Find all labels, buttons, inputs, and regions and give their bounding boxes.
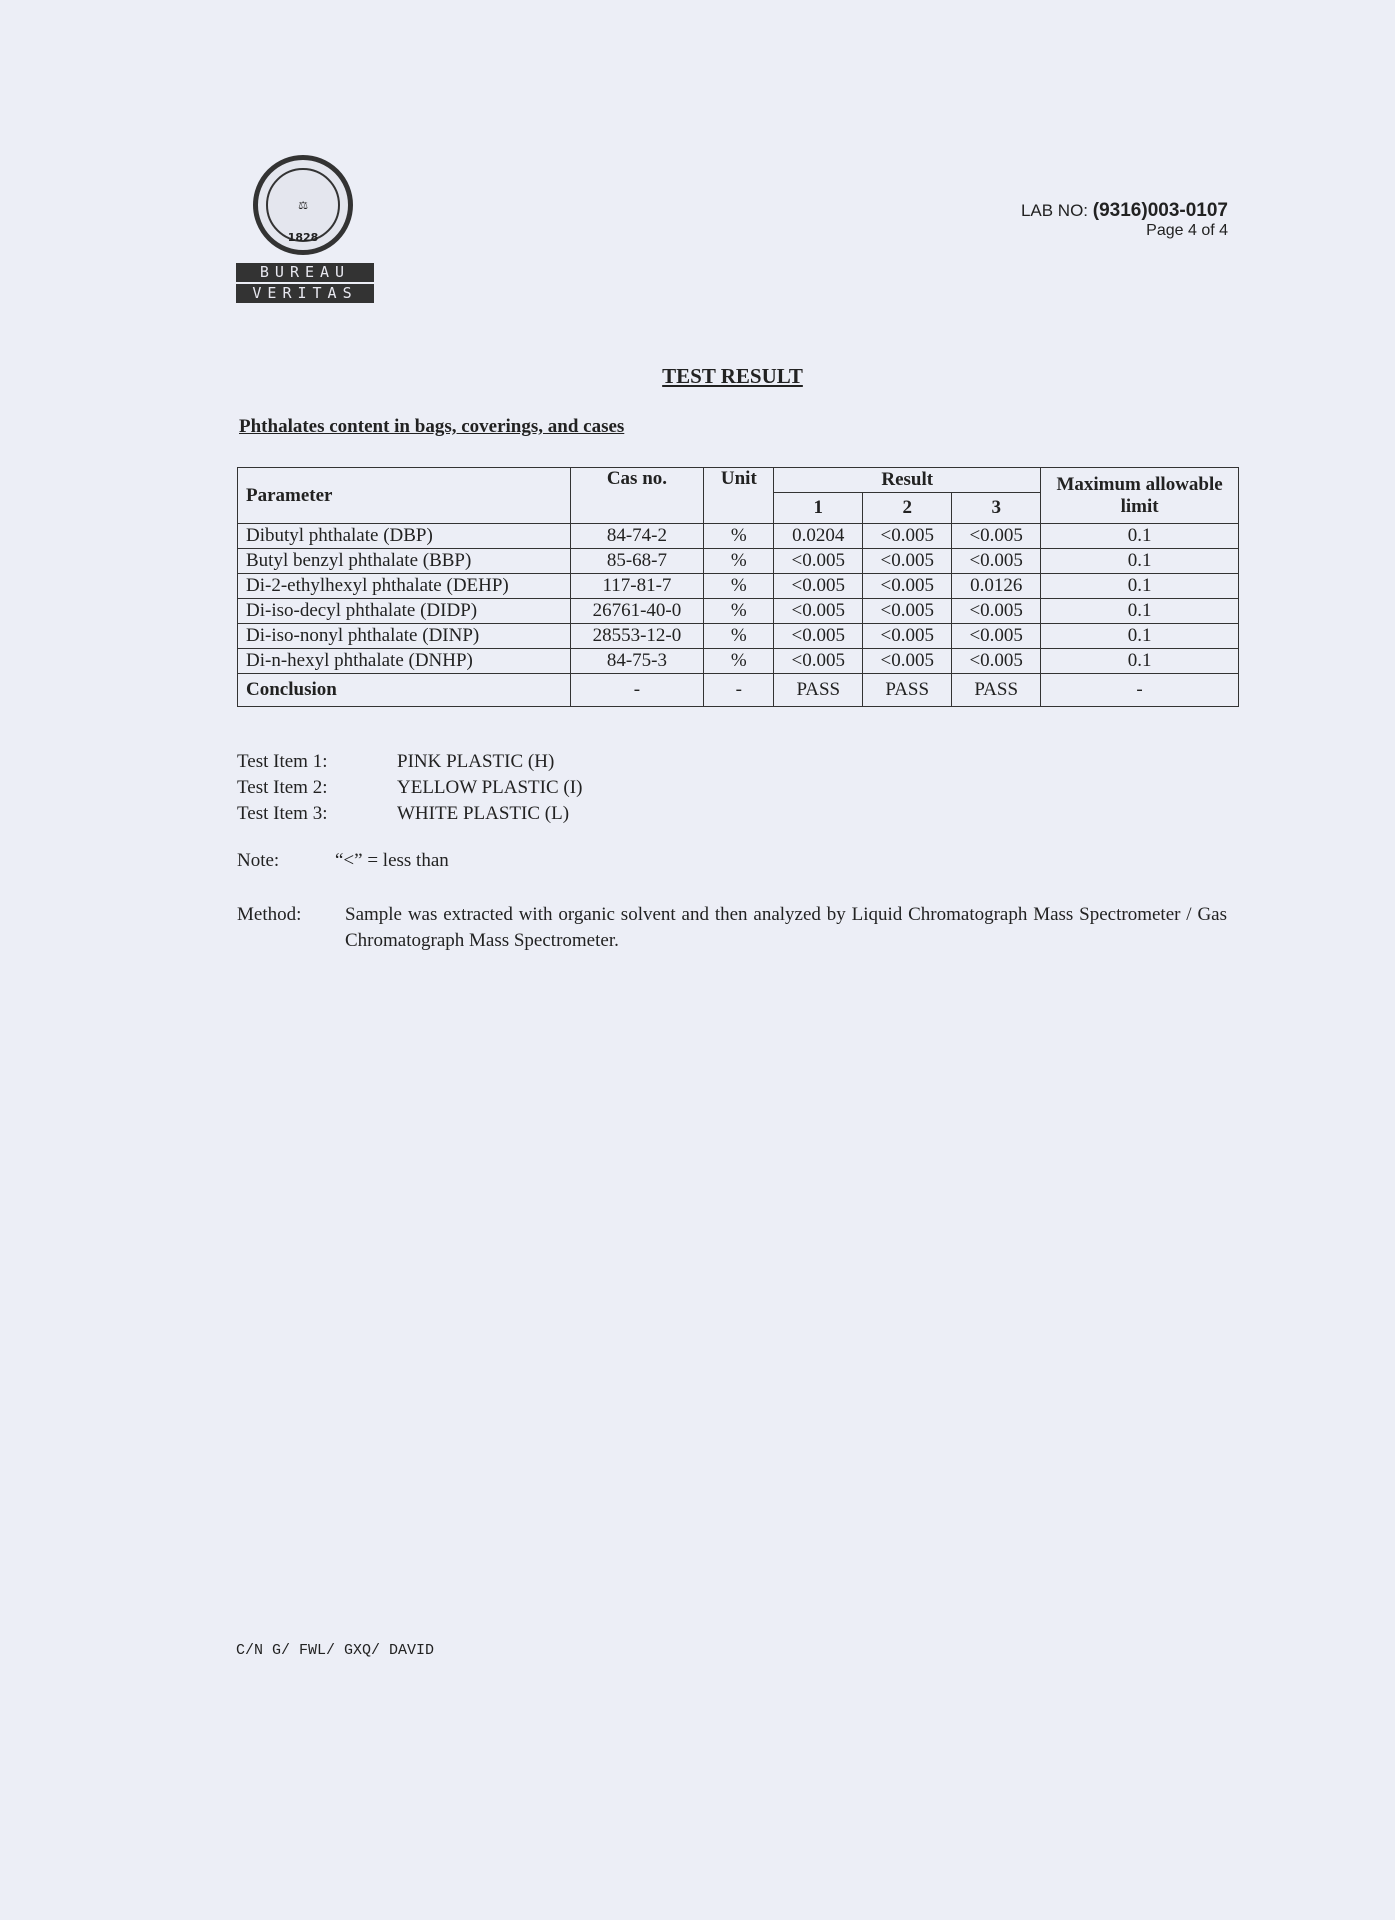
- cell-max: 0.1: [1041, 574, 1239, 599]
- cell-r3: <0.005: [952, 549, 1041, 574]
- table-row: [238, 574, 1239, 599]
- table-row: [238, 624, 1239, 649]
- note-label: Note:: [237, 850, 280, 871]
- cell-cas: 84-75-3: [570, 649, 704, 674]
- cell-r2: <0.005: [863, 549, 952, 574]
- test-item-value: PINK PLASTIC (H): [397, 751, 555, 772]
- cell-max: 0.1: [1041, 524, 1239, 549]
- header-cas: Cas no.: [570, 468, 704, 524]
- method: [237, 902, 1227, 954]
- table-row: [238, 524, 1239, 549]
- test-item: [237, 801, 582, 827]
- cell-r2: <0.005: [863, 574, 952, 599]
- cell-cas: 84-74-2: [570, 524, 704, 549]
- cell-r1: <0.005: [774, 549, 863, 574]
- test-item-label: Test Item 3:: [237, 803, 328, 824]
- header-max-limit: Maximum allowable limit: [1041, 468, 1239, 524]
- cell-r1: <0.005: [774, 624, 863, 649]
- cell-max: 0.1: [1041, 549, 1239, 574]
- cell-unit: %: [704, 524, 774, 549]
- conclusion-unit: -: [704, 674, 774, 707]
- cell-unit: %: [704, 599, 774, 624]
- brand-line-2: VERITAS: [236, 284, 374, 303]
- lab-no-label: LAB NO:: [1020, 201, 1089, 220]
- conclusion-row: [238, 674, 1239, 707]
- test-item-label: Test Item 2:: [237, 777, 328, 798]
- conclusion-label: Conclusion: [238, 674, 571, 707]
- cell-r1: <0.005: [774, 574, 863, 599]
- cell-parameter: Dibutyl phthalate (DBP): [238, 524, 571, 549]
- cell-unit: %: [704, 574, 774, 599]
- page-title: TEST RESULT: [662, 364, 803, 388]
- cell-max: 0.1: [1041, 599, 1239, 624]
- conclusion-max: -: [1041, 674, 1239, 707]
- table-row: [238, 599, 1239, 624]
- footer-code: C/N G/ FWL/ GXQ/ DAVID: [236, 1642, 435, 1659]
- cell-r1: 0.0204: [774, 524, 863, 549]
- cell-cas: 85-68-7: [570, 549, 704, 574]
- lab-no-value: (9316)003-0107: [1092, 200, 1228, 221]
- seal-year: 1828: [287, 231, 319, 244]
- section-subtitle: Phthalates content in bags, coverings, and cases: [239, 416, 625, 437]
- note-text: “<” = less than: [335, 850, 449, 871]
- conclusion-result-3: PASS: [952, 674, 1041, 707]
- header-result-2: 2: [863, 493, 952, 524]
- cell-r2: <0.005: [863, 624, 952, 649]
- cell-parameter: Di-2-ethylhexyl phthalate (DEHP): [238, 574, 571, 599]
- cell-parameter: Di-n-hexyl phthalate (DNHP): [238, 649, 571, 674]
- method-label: Method:: [237, 904, 302, 925]
- table-row: [238, 649, 1239, 674]
- cell-r3: <0.005: [952, 624, 1041, 649]
- header-parameter: Parameter: [238, 468, 571, 524]
- header-unit: Unit: [704, 468, 774, 524]
- bureau-veritas-logo: [236, 155, 374, 303]
- conclusion-result-1: PASS: [774, 674, 863, 707]
- seal-emblem: [253, 155, 353, 255]
- cell-r1: <0.005: [774, 649, 863, 674]
- test-item-value: YELLOW PLASTIC (I): [397, 777, 583, 798]
- header-result: Result: [774, 468, 1041, 493]
- results-table: [237, 467, 1239, 707]
- cell-r3: <0.005: [952, 599, 1041, 624]
- cell-r2: <0.005: [863, 524, 952, 549]
- cell-r3: <0.005: [952, 649, 1041, 674]
- cell-r3: 0.0126: [952, 574, 1041, 599]
- test-items-list: [237, 749, 582, 827]
- cell-r3: <0.005: [952, 524, 1041, 549]
- cell-unit: %: [704, 649, 774, 674]
- cell-r1: <0.005: [774, 599, 863, 624]
- seal-figure-icon: ⚖: [266, 168, 340, 242]
- lab-number-block: [1021, 200, 1228, 240]
- cell-parameter: Di-iso-nonyl phthalate (DINP): [238, 624, 571, 649]
- cell-max: 0.1: [1041, 624, 1239, 649]
- header-result-1: 1: [774, 493, 863, 524]
- test-item-label: Test Item 1:: [237, 751, 328, 772]
- table-row: [238, 549, 1239, 574]
- test-item: [237, 749, 582, 775]
- table-header-row: [238, 468, 1239, 493]
- cell-unit: %: [704, 624, 774, 649]
- cell-cas: 26761-40-0: [570, 599, 704, 624]
- brand-line-1: BUREAU: [236, 263, 374, 282]
- cell-parameter: Butyl benzyl phthalate (BBP): [238, 549, 571, 574]
- cell-max: 0.1: [1041, 649, 1239, 674]
- note: [237, 850, 449, 872]
- method-text: Sample was extracted with organic solvent and then analyzed by Liquid Chromatograph Mass Spectrometer / Gas Chromatograph Mass Spectrometer.: [345, 904, 1227, 951]
- test-item-value: WHITE PLASTIC (L): [397, 803, 570, 824]
- conclusion-cas: -: [570, 674, 704, 707]
- cell-r2: <0.005: [863, 649, 952, 674]
- conclusion-result-2: PASS: [863, 674, 952, 707]
- cell-r2: <0.005: [863, 599, 952, 624]
- test-item: [237, 775, 582, 801]
- page-number: Page 4 of 4: [1146, 222, 1228, 239]
- header-result-3: 3: [952, 493, 1041, 524]
- cell-cas: 117-81-7: [570, 574, 704, 599]
- cell-cas: 28553-12-0: [570, 624, 704, 649]
- cell-unit: %: [704, 549, 774, 574]
- cell-parameter: Di-iso-decyl phthalate (DIDP): [238, 599, 571, 624]
